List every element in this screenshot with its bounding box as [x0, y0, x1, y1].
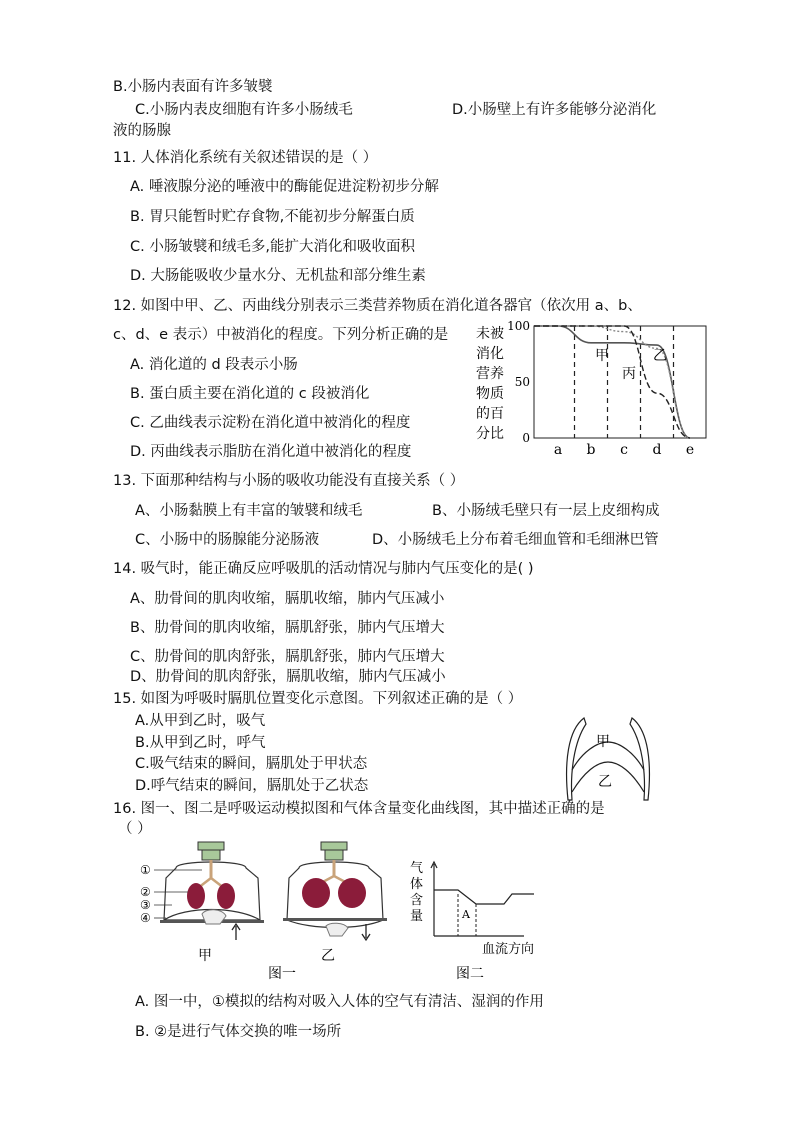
- right-ribcage-wall: [630, 718, 649, 800]
- gas-content-figure: [404, 856, 554, 984]
- fig2-ylabel-char: 气: [410, 861, 424, 876]
- stopper-body: [202, 850, 220, 860]
- q12-option-b: B. 蛋白质主要在消化道的 c 段被消化: [130, 386, 370, 402]
- fig1-caption: 图一: [268, 966, 296, 982]
- q14-option-d: D、肋骨间的肌肉舒张，膈肌收缩，肺内气压减小: [130, 669, 446, 685]
- fig2-caption: 图二: [456, 966, 484, 982]
- diaphragm-figure: [562, 712, 654, 804]
- chart-ylabel-line: 未被: [476, 326, 504, 342]
- fig2-ylabel-char: 量: [410, 909, 424, 924]
- label-yi: 乙: [598, 774, 612, 790]
- q11-stem: 11. 人体消化系统有关叙述错误的是（ ）: [113, 150, 378, 166]
- stopper-top: [321, 842, 347, 850]
- q10-option-c: C.小肠内表皮细胞有许多小肠绒毛: [135, 102, 353, 118]
- bell-jar-jia: [160, 842, 264, 964]
- balloon-lung-right: [338, 878, 366, 908]
- q12-stem-line2: c、d、e 表示）中被消化的程度。下列分析正确的是: [113, 327, 449, 343]
- q11-option-d: D. 大肠能吸收少量水分、无机盐和部分维生素: [130, 268, 426, 284]
- q15-option-c: C.吸气结束的瞬间，膈肌处于甲状态: [135, 756, 368, 772]
- marker-4: ④: [140, 911, 151, 925]
- stopper-body: [325, 850, 343, 860]
- marker-2: ②: [140, 885, 151, 899]
- balloon-lung-left: [187, 883, 205, 909]
- label-yi: 乙: [321, 948, 335, 964]
- jar-base: [283, 918, 387, 921]
- q15-option-a: A.从甲到乙时，吸气: [135, 713, 266, 729]
- fig2-ylabel-char: 含: [410, 893, 424, 908]
- q12-stem-line1: 12. 如图中甲、乙、丙曲线分别表示三类营养物质在消化道各器官（依次用 a、b、: [113, 298, 642, 314]
- chart-ytick-label: 0: [522, 431, 530, 445]
- chart-ylabel-line: 物质: [476, 386, 504, 402]
- breathing-model-figure: [136, 838, 406, 983]
- chart-category-label: b: [586, 442, 596, 458]
- fig2-gas-curve: [434, 890, 534, 904]
- chart-series-label: 丙: [622, 366, 636, 382]
- q11-option-b: B. 胃只能暂时贮存食物,不能初步分解蛋白质: [130, 209, 415, 225]
- chart-series-label: 甲: [595, 348, 609, 364]
- left-ribcage-wall: [567, 718, 586, 800]
- balloon-lung-left: [302, 878, 330, 908]
- q14-option-a: A、肋骨间的肌肉收缩，膈肌收缩，肺内气压减小: [130, 591, 445, 607]
- q15-option-d: D.呼气结束的瞬间，膈肌处于乙状态: [135, 778, 369, 794]
- q13-stem: 13. 下面那种结构与小肠的吸收功能没有直接关系（ ）: [113, 473, 465, 489]
- q13-option-d: D、小肠绒毛上分布着毛细血管和毛细淋巴管: [372, 532, 659, 548]
- fig2-xlabel: 血流方向: [482, 942, 535, 957]
- q10-option-d: D.小肠壁上有许多能够分泌消化: [452, 102, 657, 118]
- q12-option-c: C. 乙曲线表示淀粉在消化道中被消化的程度: [130, 415, 411, 431]
- balloon-lung-right: [217, 883, 235, 909]
- bell-jar-yi: [283, 842, 387, 964]
- q11-option-a: A. 唾液腺分泌的唾液中的酶能促进淀粉初步分解: [130, 179, 439, 195]
- chart-category-label: d: [652, 442, 662, 458]
- q13-option-c: C、小肠中的肠腺能分泌肠液: [135, 532, 320, 548]
- marker-1: ①: [140, 863, 151, 877]
- q14-option-b: B、肋骨间的肌肉收缩，膈肌舒张，肺内气压增大: [130, 620, 445, 636]
- q10-option-b: B.小肠内表面有许多皱襞: [113, 79, 273, 95]
- chart-ylabel-line: 消化: [476, 346, 504, 362]
- chart-category-label: c: [620, 442, 628, 458]
- chart-series-label: 乙: [653, 348, 667, 364]
- chart-ylabel-line: 分比: [476, 426, 504, 442]
- label-jia: 甲: [198, 948, 212, 964]
- chart-ytick-label: 100: [507, 319, 530, 333]
- q15-stem: 15. 如图为呼吸时膈肌位置变化示意图。下列叙述正确的是（ ）: [113, 691, 523, 707]
- chart-ylabel-line: 营养: [476, 366, 504, 382]
- chart-ylabel-line: 的百: [476, 406, 504, 422]
- hand-icon: [326, 923, 348, 936]
- chart-category-label: e: [685, 442, 695, 458]
- q12-option-a: A. 消化道的 d 段表示小肠: [130, 357, 298, 373]
- q16-option-b: B. ②是进行气体交换的唯一场所: [135, 1024, 342, 1040]
- chart-ylabel: [476, 325, 504, 442]
- fig2-ylabel-char: 体: [410, 877, 424, 892]
- q10-option-d-continued: 液的肠腺: [113, 123, 171, 139]
- q13-option-b: B、小肠绒毛壁只有一层上皮细构成: [432, 503, 660, 519]
- q16-stem-line1: 16. 图一、图二是呼吸运动模拟图和气体含量变化曲线图，其中描述正确的是: [113, 801, 605, 817]
- chart-ytick-label: 50: [514, 375, 530, 389]
- label-jia: 甲: [596, 734, 610, 750]
- stopper-top: [198, 842, 224, 850]
- marker-3: ③: [140, 898, 151, 912]
- q16-option-a: A. 图一中，①模拟的结构对吸入人体的空气有清洁、湿润的作用: [135, 994, 544, 1010]
- q14-stem: 14. 吸气时，能正确反应呼吸肌的活动情况与肺内气压变化的是( ): [113, 561, 534, 577]
- q13-option-a: A、小肠黏膜上有丰富的皱襞和绒毛: [135, 503, 363, 519]
- chart-category-label: a: [553, 442, 563, 458]
- q16-stem-line2: （ ）: [118, 821, 152, 837]
- q15-option-b: B.从甲到乙时，呼气: [135, 735, 266, 751]
- q11-option-c: C. 小肠皱襞和绒毛多,能扩大消化和吸收面积: [130, 239, 415, 255]
- chart-series-line: [534, 326, 690, 438]
- q14-option-c: C、肋骨间的肌肉舒张，膈肌舒张，肺内气压增大: [130, 649, 445, 665]
- q12-option-d: D. 丙曲线表示脂肪在消化道中被消化的程度: [130, 444, 412, 460]
- fig2-point-a: A: [462, 908, 470, 921]
- digestion-chart: [470, 318, 710, 463]
